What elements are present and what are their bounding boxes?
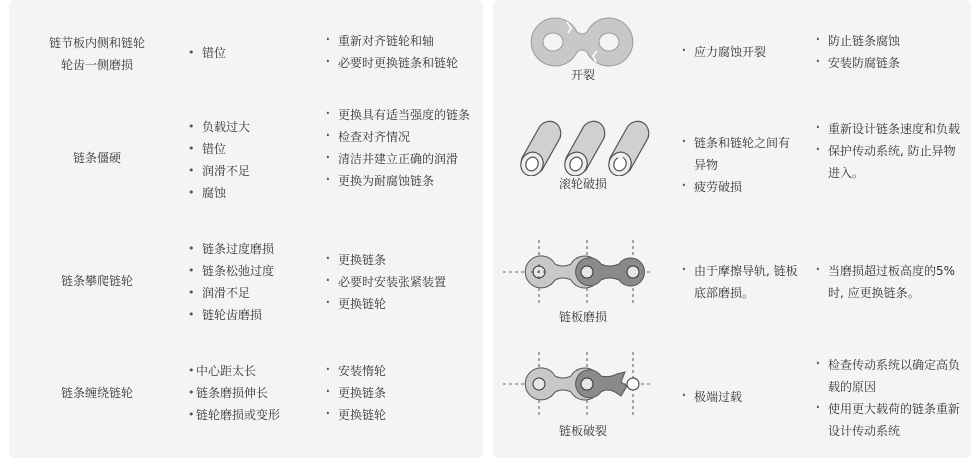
list-item: • 错位 bbox=[188, 138, 298, 160]
list-item: · 更换链轮 bbox=[324, 404, 472, 426]
broken-rollers-icon bbox=[514, 118, 664, 176]
remedies-list bbox=[814, 30, 964, 74]
figure-caption: 滚轮破损 bbox=[558, 177, 607, 191]
causes-list bbox=[680, 41, 790, 63]
condition-text: 轮齿一侧磨损 bbox=[60, 58, 133, 72]
causes-list bbox=[680, 386, 800, 408]
list-item: · 重新对齐链轮和轴 bbox=[324, 30, 472, 52]
condition-cell bbox=[42, 147, 152, 169]
broken-link-plate-icon bbox=[503, 352, 653, 420]
figure-caption: 链板破裂 bbox=[558, 424, 607, 438]
list-item: • 负载过大 bbox=[188, 116, 298, 138]
list-item: · 由于摩擦导轨, 链板底部磨损。 bbox=[680, 260, 800, 304]
remedies-list bbox=[324, 360, 472, 426]
list-item: • 链轮磨损或变形 bbox=[188, 404, 308, 426]
remedies-list bbox=[814, 118, 964, 184]
remedies-list bbox=[324, 30, 472, 74]
condition-text: 链条僵硬 bbox=[72, 151, 121, 165]
remedies-list bbox=[814, 354, 964, 442]
list-item: • 腐蚀 bbox=[188, 182, 298, 204]
list-item: • 错位 bbox=[188, 42, 298, 64]
list-item: · 安装惰轮 bbox=[324, 360, 472, 382]
list-item: · 更换链条 bbox=[324, 249, 472, 271]
causes-list bbox=[188, 238, 308, 326]
remedies-list bbox=[814, 260, 964, 304]
worn-link-plate-icon bbox=[503, 240, 653, 308]
list-item: • 链轮齿磨损 bbox=[188, 304, 308, 326]
list-item: · 极端过载 bbox=[680, 386, 800, 408]
causes-list bbox=[188, 116, 298, 204]
causes-list bbox=[680, 132, 800, 198]
remedies-list bbox=[324, 104, 472, 192]
remedies-list bbox=[324, 249, 472, 315]
figure-caption: 开裂 bbox=[570, 68, 595, 82]
condition-text: 链条攀爬链轮 bbox=[60, 274, 133, 288]
list-item: · 清洁并建立正确的润滑 bbox=[324, 148, 472, 170]
list-item: · 安装防腐链条 bbox=[814, 52, 964, 74]
list-item: • 润滑不足 bbox=[188, 160, 298, 182]
list-item: · 必要时安装张紧装置 bbox=[324, 271, 472, 293]
list-item: · 重新设计链条速度和负载 bbox=[814, 118, 964, 140]
list-item: · 疲劳破损 bbox=[680, 176, 800, 198]
condition-cell bbox=[42, 270, 152, 292]
list-item: · 防止链条腐蚀 bbox=[814, 30, 964, 52]
list-item: · 链条和链轮之间有异物 bbox=[680, 132, 800, 176]
list-item: • 链条过度磨损 bbox=[188, 238, 308, 260]
list-item: • 链条磨损伸长 bbox=[188, 382, 308, 404]
list-item: · 当磨损超过板高度的5%时, 应更换链条。 bbox=[814, 260, 964, 304]
list-item: · 使用更大载荷的链条重新设计传动系统 bbox=[814, 398, 964, 442]
list-item: · 保护传动系统, 防止异物进入。 bbox=[814, 140, 964, 184]
list-item: · 更换链条 bbox=[324, 382, 472, 404]
list-item: • 链条松弛过度 bbox=[188, 260, 308, 282]
condition-text: 链条缠绕链轮 bbox=[60, 386, 133, 400]
list-item: · 必要时更换链条和链轮 bbox=[324, 52, 472, 74]
list-item: • 润滑不足 bbox=[188, 282, 308, 304]
causes-list bbox=[188, 360, 308, 426]
list-item: · 检查对齐情况 bbox=[324, 126, 472, 148]
list-item: · 检查传动系统以确定高负载的原因 bbox=[814, 354, 964, 398]
causes-list bbox=[680, 260, 800, 304]
list-item: · 更换链轮 bbox=[324, 293, 472, 315]
condition-cell bbox=[42, 382, 152, 404]
list-item: · 更换为耐腐蚀链条 bbox=[324, 170, 472, 192]
list-item: • 中心距太长 bbox=[188, 360, 308, 382]
causes-list bbox=[188, 42, 298, 64]
condition-text: 链节板内侧和链轮 bbox=[48, 36, 145, 50]
list-item: · 应力腐蚀开裂 bbox=[680, 41, 790, 63]
list-item: · 更换具有适当强度的链条 bbox=[324, 104, 472, 126]
figure-caption: 链板磨损 bbox=[558, 310, 607, 324]
cracked-link-plate-icon bbox=[527, 14, 637, 70]
condition-cell bbox=[42, 32, 152, 76]
